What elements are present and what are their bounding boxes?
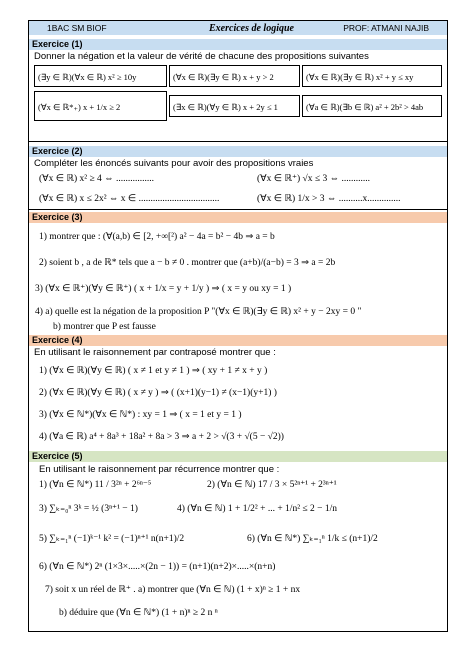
class-label: 1BAC SM BIOF [47,23,107,33]
exercise-5-item-7b: b) déduire que (∀n ∈ ℕ*) (1 + n)ⁿ ≥ 2 n ⁿ [59,608,218,618]
exercise-1-title: Exercice (1) [29,39,447,50]
exercise-3-title: Exercice (3) [29,212,447,223]
exercise-4-item-3: 3) (∀x ∈ ℕ*)(∀x ∈ ℕ*) : xy = 1 ⇒ ( x = 1 et y = 1 ) [39,410,242,420]
exercise-4-item-2: 2) (∀x ∈ ℝ)(∀y ∈ ℝ) ( x ≠ y ) ⇒ ( (x+1)(y−1) ≠ (x−1)(y+1) ) [39,388,277,398]
proposition-6: (∀a ∈ ℝ)(∃b ∈ ℝ) a² + 2b² > 4ab [302,95,442,117]
exercise-2-intro: Compléter les énoncés suivants pour avoir des propositions vraies [34,158,314,169]
exercise-3-item-4b: b) montrer que P est fausse [53,322,156,332]
exercise-2-statement-1: (∀x ∈ ℝ) x² ≥ 4 ⇔ ................ [39,174,155,184]
proposition-4: (∀x ∈ ℝ*₊) x + 1/x ≥ 2 [34,91,167,121]
exercise-2-title: Exercice (2) [29,146,447,157]
proposition-5: (∃x ∈ ℝ)(∀y ∈ ℝ) x + 2y ≤ 1 [169,95,300,117]
exercise-3-item-2: 2) soient b , a de ℝ* tels que a − b ≠ 0 . montrer que (a+b)/(a−b) = 3 ⇒ a = 2b [39,258,336,268]
exercise-3-item-4a: 4) a) quelle est la négation de la proposition P "(∀x ∈ ℝ)(∃y ∈ ℝ) x² + y − 2xy = 0 " [35,307,362,317]
exercise-4-item-1: 1) (∀x ∈ ℝ)(∀y ∈ ℝ) ( x ≠ 1 et y ≠ 1 ) ⇒ ( xy + 1 ≠ x + y ) [39,366,268,376]
exercise-1-intro: Donner la négation et la valeur de vérité de chacune des propositions suivantes [34,51,369,62]
separator [29,141,447,142]
exercise-5-item-6b: 6) (∀n ∈ ℕ*) 2ⁿ (1×3×.....×(2n − 1)) = (n+1)(n+2)×.....×(n+n) [39,562,276,572]
exercise-2-statement-4: (∀x ∈ ℝ) 1/x > 3 ⇔ ..........x.............. [257,194,401,204]
exercise-2-statement-2: (∀x ∈ ℝ⁺) √x ≤ 3 ⇔ ............ [257,174,370,184]
separator [29,209,447,210]
proposition-2: (∀x ∈ ℝ)(∃y ∈ ℝ) x + y > 2 [169,65,300,87]
exercise-4-title: Exercice (4) [29,335,447,346]
header-bar [29,21,447,35]
exercise-3-item-3: 3) (∀x ∈ ℝ⁺)(∀y ∈ ℝ⁺) ( x + 1/x = y + 1/y ) ⇒ ( x = y ou xy = 1 ) [35,284,292,294]
exercise-5-item-5: 5) ∑ₖ₌₁ⁿ (−1)ᵏ⁻¹ k² = (−1)ⁿ⁺¹ n(n+1)/2 [39,534,185,544]
exercise-5-title: Exercice (5) [29,451,447,462]
exercise-5-item-4: 4) (∀n ∈ ℕ) 1 + 1/2² + ... + 1/n² ≤ 2 − 1/n [177,504,338,514]
exercise-5-intro: En utilisant le raisonnement par récurrence montrer que : [39,464,280,475]
exercise-5-item-1: 1) (∀n ∈ ℕ*) 11 / 3²ⁿ + 2⁶ⁿ⁻⁵ [39,480,152,490]
exercise-sheet [28,20,448,632]
sheet-title: Exercices de logique [209,23,294,34]
exercise-2-statement-3: (∀x ∈ ℝ) x ≤ 2x² ⇔ x ∈ .................................. [39,194,220,204]
exercise-4-item-4: 4) (∀a ∈ ℝ) a⁴ + 8a³ + 18a² + 8a > 3 ⇒ a + 2 > √(3 + √(5 − √2)) [39,432,284,442]
exercise-5-item-7a: 7) soit x un réel de ℝ⁺ . a) montrer que (∀n ∈ ℕ) (1 + x)ⁿ ≥ 1 + nx [45,585,301,595]
exercise-5-item-3: 3) ∑ₖ₌₀ⁿ 3ᵏ = ½ (3ⁿ⁺¹ − 1) [39,504,138,514]
exercise-5-item-2: 2) (∀n ∈ ℕ) 17 / 3 × 5²ⁿ⁺¹ + 2³ⁿ⁺¹ [207,480,337,490]
exercise-4-intro: En utilisant le raisonnement par contraposé montrer que : [34,347,276,358]
proposition-3: (∀x ∈ ℝ)(∃y ∈ ℝ) x² + y ≤ xy [302,65,442,87]
proposition-1: (∃y ∈ ℝ)(∀x ∈ ℝ) x² ≥ 10y [34,65,167,87]
exercise-5-item-6: 6) (∀n ∈ ℕ*) ∑ₖ₌₁ⁿ 1/k ≤ (n+1)/2 [247,534,378,544]
teacher-name: PROF: ATMANI NAJIB [343,23,429,33]
exercise-3-item-1: 1) montrer que : (∀(a,b) ∈ [2, +∞[²) a² − 4a = b² − 4b ⇒ a = b [39,232,275,242]
